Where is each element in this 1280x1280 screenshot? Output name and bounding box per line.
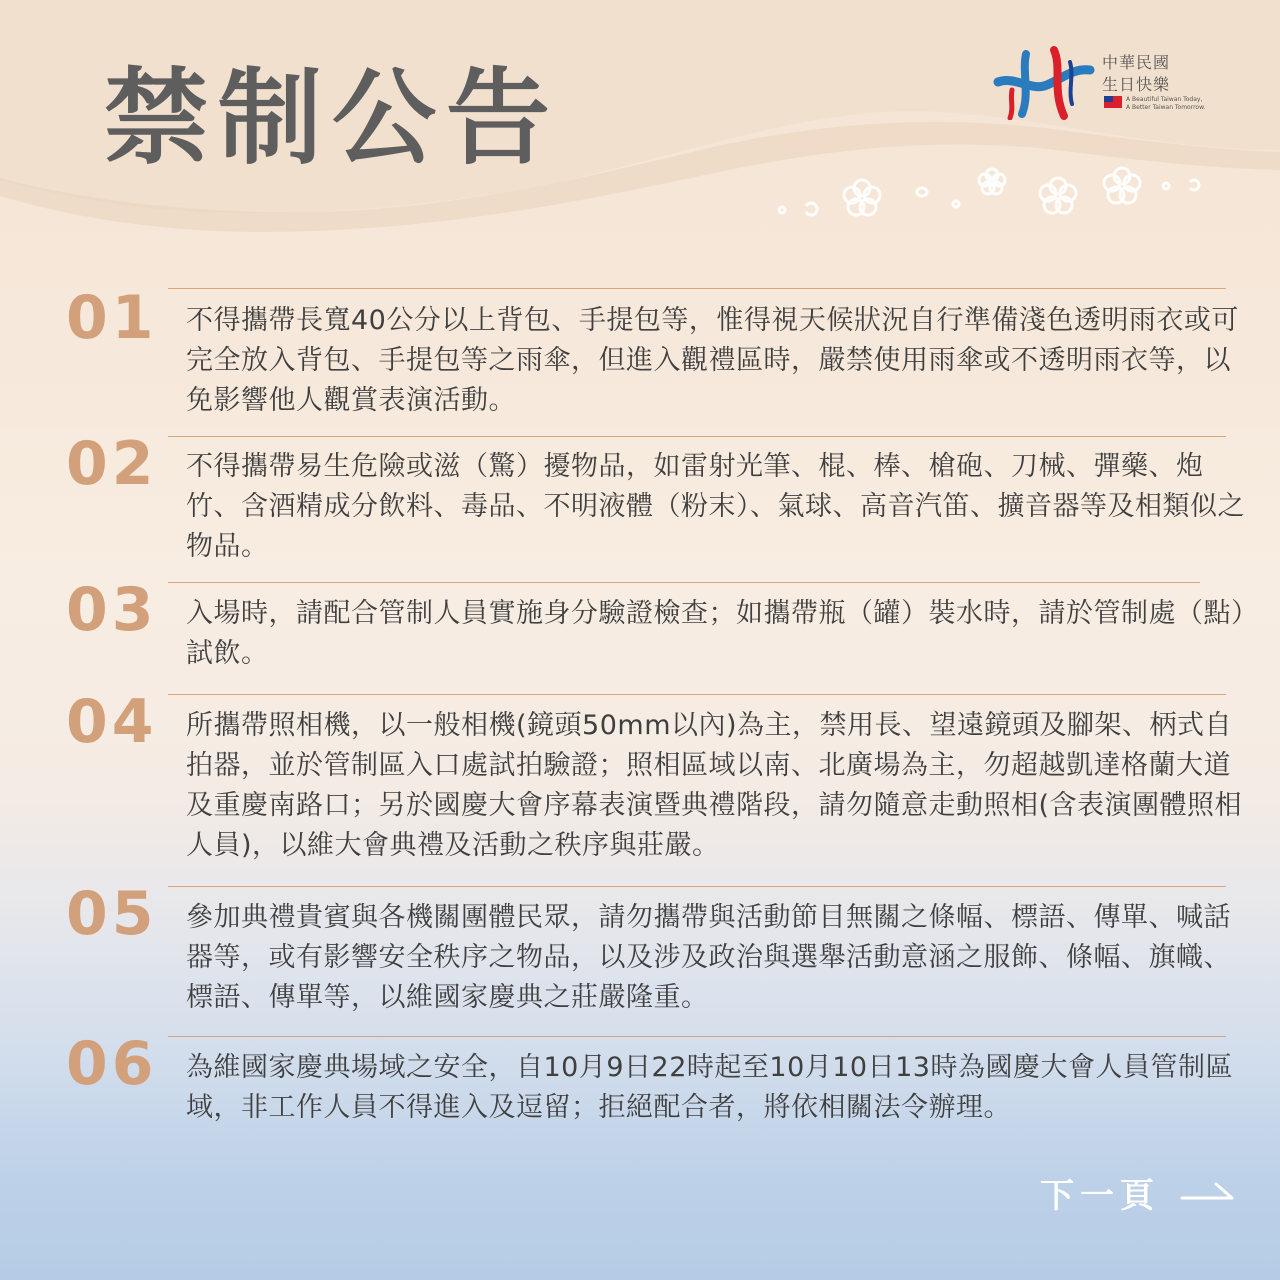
rule-text: 所攜帶照相機，以一般相機(鏡頭50mm以內)為主，禁用長、望遠鏡頭及腳架、柄式自拍器，並於管制區入口處試拍驗證；照相區域以南、北廣場為主，勿超越凱達格蘭大道及重慶南路口；另於國慶大會序幕表演暨典禮階段，請勿隨意走動照相(含表演團體照相人員)，以維大會典禮及活動之秩序與莊嚴。 (186, 710, 1243, 861)
rule-text: 不得攜帶長寬40公分以上背包、手提包等，惟得視天候狀況自行準備淺色透明雨衣或可完全放入背包、手提包等之雨傘，但進入觀禮區時，嚴禁使用雨傘或不透明雨衣等，以免影響他人觀賞表演活動。 (186, 305, 1239, 416)
rule-number: 02 (66, 429, 158, 499)
logo-text-line1: 中華民國 (1102, 53, 1171, 72)
national-day-logo (992, 44, 1232, 124)
national-day-logo-mark (992, 46, 1096, 120)
logo-text-line2: 生日快樂 (1102, 75, 1171, 94)
divider-line (168, 886, 1226, 887)
divider-line (168, 1036, 1226, 1037)
rule-number: 06 (66, 1029, 158, 1099)
divider-line (168, 436, 1226, 437)
rule-number: 03 (66, 575, 158, 645)
rule-number: 04 (66, 687, 158, 757)
rule-text: 參加典禮貴賓與各機關團體民眾，請勿攜帶與活動節目無關之條幅、標語、傳單、喊話器等，或有影響安全秩序之物品，以及涉及政治與選舉活動意涵之服飾、條幅、旗幟、標語、傳單等，以維國家慶典之莊嚴隆重。 (186, 902, 1231, 1013)
divider-line (168, 288, 1226, 289)
taiwan-flag-icon (1104, 96, 1122, 108)
next-page-label[interactable]: 下一頁 (1040, 1176, 1160, 1216)
logo-tagline-2: A Better Taiwan Tomorrow. (1126, 104, 1206, 111)
rule-number: 01 (66, 283, 158, 353)
divider-line (168, 694, 1226, 695)
rule-text: 入場時，請配合管制人員實施身分驗證檢查；如攜帶瓶（罐）裝水時，請於管制處（點）試飲。 (186, 598, 1245, 669)
logo-tagline-1: A Beautiful Taiwan Today, (1126, 96, 1203, 103)
rule-text: 不得攜帶易生危險或滋（驚）擾物品，如雷射光筆、棍、棒、槍砲、刀械、彈藥、炮竹、含酒精成分飲料、毒品、不明液體（粉末）、氣球、高音汽笛、擴音器等及相類似之物品。 (186, 451, 1245, 562)
plum-blossom-decoration (770, 160, 1210, 230)
rule-text: 為維國家慶典場域之安全，自10月9日22時起至10月10日13時為國慶大會人員管制區域，非工作人員不得進入及逗留；拒絕配合者，將依相關法令辦理。 (186, 1052, 1233, 1123)
rule-number: 05 (66, 879, 158, 949)
arrow-right-icon[interactable] (1180, 1180, 1236, 1204)
page-title: 禁制公告 (104, 57, 561, 179)
divider-line (168, 582, 1200, 583)
